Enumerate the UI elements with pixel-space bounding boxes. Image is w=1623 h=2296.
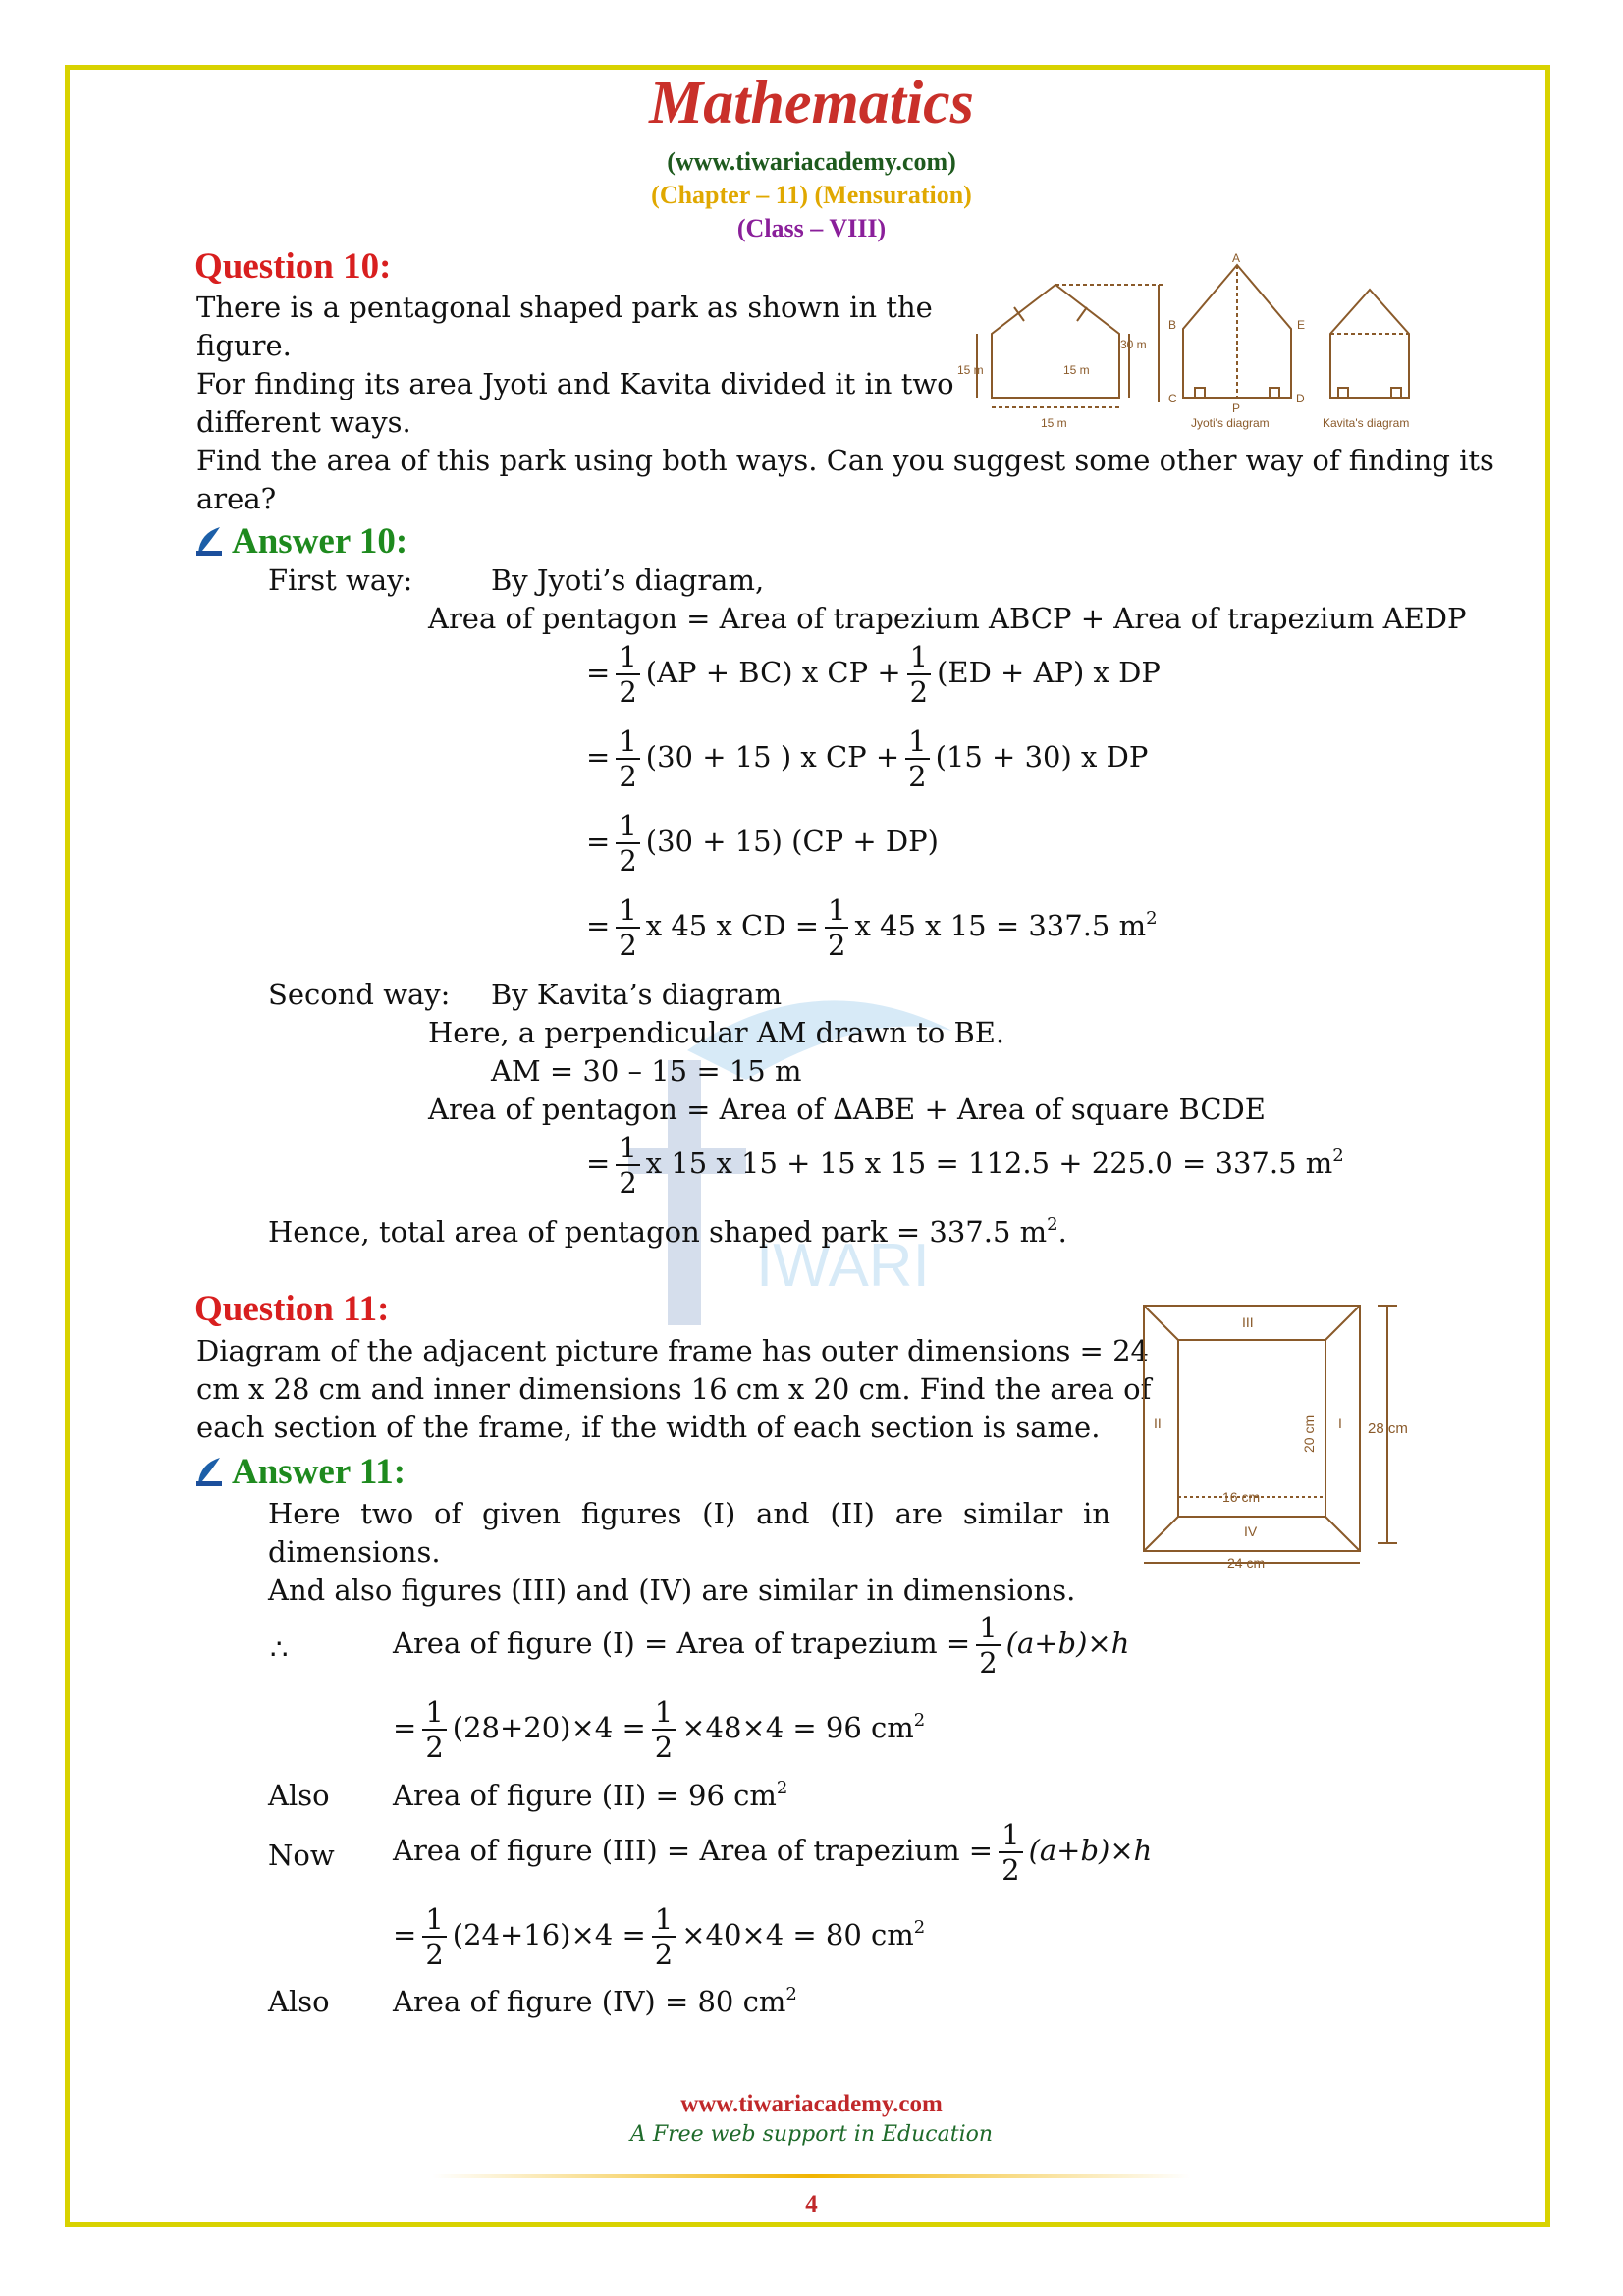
figure-2-area: Area of figure (II) = 96 $cm^2$ bbox=[393, 1778, 788, 1812]
fig-label-30m: 30 m bbox=[1120, 338, 1147, 351]
a11-line-2: dimensions. bbox=[268, 1535, 441, 1569]
fig-label-A: A bbox=[1232, 251, 1241, 265]
q11-line-1: Diagram of the adjacent picture frame has outer dimensions = 24 bbox=[196, 1334, 1149, 1367]
second-way-label: Second way: bbox=[268, 978, 451, 1011]
header-class: (Class – VIII) bbox=[736, 214, 887, 242]
fig-label-15m-bottom: 15 m bbox=[1041, 416, 1067, 430]
frame-label-24cm: 24 cm bbox=[1227, 1555, 1266, 1571]
figure-1-area: Area of figure (I) = Area of trapezium = $\frac{1}{2}$ (a+b)×h bbox=[393, 1611, 1130, 1680]
figure-3-area: Area of figure (III) = Area of trapezium = $\frac{1}{2}$ (a+b)×h bbox=[393, 1818, 1153, 1887]
step-5: = $\frac{1}{2}$ x 15 x 15 + 15 x 15 = 112.5 + 225.0 = 337.5 $m^2$ bbox=[586, 1131, 1344, 1200]
frame-label-III: III bbox=[1242, 1314, 1254, 1330]
q10-line-3: For finding its area Jyoti and Kavita divided it in two bbox=[196, 367, 954, 400]
frame-label-II: II bbox=[1154, 1415, 1162, 1431]
first-way-label: First way: bbox=[268, 563, 413, 597]
frame-label-28cm: 28 cm bbox=[1368, 1420, 1408, 1437]
frame-label-IV: IV bbox=[1244, 1523, 1258, 1539]
fig-label-15m-left: 15 m bbox=[957, 363, 984, 377]
step-2: = $\frac{1}{2}$ (30 + 15 ) x CP + $\frac{1}{2}$ (15 + 30) x DP bbox=[586, 724, 1149, 793]
fig-label-E: E bbox=[1297, 318, 1306, 332]
page-title: Mathematics bbox=[649, 70, 974, 136]
header-chapter: (Chapter – 11) (Mensuration) bbox=[651, 181, 972, 209]
question-11-label: Question 11: bbox=[194, 1289, 390, 1329]
quill-icon bbox=[194, 525, 224, 557]
q10-line-4: different ways. bbox=[196, 405, 411, 439]
now-label: Now bbox=[268, 1839, 335, 1872]
q10-line-2: figure. bbox=[196, 329, 292, 362]
frame-label-I: I bbox=[1338, 1415, 1342, 1431]
area-equation-1: Area of pentagon = Area of trapezium ABCP + Area of trapezium AEDP bbox=[428, 602, 1467, 635]
fig-caption-kavita: Kavita's diagram bbox=[1323, 416, 1410, 430]
by-kavita: By Kavita’s diagram bbox=[491, 978, 783, 1011]
watermark-text: IWARI bbox=[756, 1232, 930, 1300]
q10-line-6: area? bbox=[196, 482, 277, 515]
am-line: AM = 30 – 15 = 15 m bbox=[491, 1054, 802, 1088]
picture-frame-figure bbox=[1134, 1296, 1429, 1580]
step-3: = $\frac{1}{2}$ (30 + 15) (CP + DP) bbox=[586, 809, 939, 878]
answer-10-label bbox=[194, 520, 407, 562]
question-10-label: Question 10: bbox=[194, 246, 392, 287]
hence-line: Hence, total area of pentagon shaped park = 337.5 $m^2$. bbox=[268, 1214, 1067, 1249]
a11-line-1: Here two of given figures (I) and (II) are similar in bbox=[268, 1497, 1110, 1530]
by-jyoti: By Jyoti’s diagram, bbox=[491, 563, 765, 597]
q11-line-2: cm x 28 cm and inner dimensions 16 cm x 20 cm. Find the area of bbox=[196, 1372, 1152, 1406]
footer-divider bbox=[432, 2174, 1191, 2178]
step-4: = $\frac{1}{2}$ x 45 x CD = $\frac{1}{2}$ x 45 x 15 = 337.5 $m^2$ bbox=[586, 893, 1158, 962]
figure-1-calc: = $\frac{1}{2}$ (28+20)×4 = $\frac{1}{2}$ ×48×4 = 96 $cm^2$ bbox=[393, 1695, 926, 1764]
therefore-symbol: ∴ bbox=[270, 1632, 289, 1666]
quill-icon bbox=[194, 1456, 224, 1487]
pentagon-park-figure bbox=[947, 250, 1438, 437]
figure-3-calc: = $\frac{1}{2}$ (24+16)×4 = $\frac{1}{2}$ ×40×4 = 80 $cm^2$ bbox=[393, 1902, 926, 1971]
frame-label-16cm: 16 cm bbox=[1222, 1489, 1261, 1505]
fig-caption-jyoti: Jyoti's diagram bbox=[1191, 416, 1270, 430]
also-1: Also bbox=[268, 1779, 330, 1812]
page-number: 4 bbox=[805, 2191, 818, 2217]
fig-label-C: C bbox=[1168, 392, 1177, 405]
frame-label-20cm: 20 cm bbox=[1301, 1415, 1317, 1453]
area-equation-2: Area of pentagon = Area of ∆ABE + Area of square BCDE bbox=[428, 1093, 1266, 1126]
figure-4-area: Area of figure (IV) = 80 $cm^2$ bbox=[393, 1984, 797, 2018]
also-2: Also bbox=[268, 1985, 330, 2018]
answer-11-text: Answer 11: bbox=[232, 1452, 406, 1492]
q11-line-3: each section of the frame, if the width of each section is same. bbox=[196, 1411, 1101, 1444]
fig-label-D: D bbox=[1296, 392, 1305, 405]
footer-tagline: A Free web support in Education bbox=[629, 2122, 994, 2147]
fig-label-B: B bbox=[1168, 318, 1177, 332]
step-1: = $\frac{1}{2}$ (AP + BC) x CP + $\frac{1}{2}$ (ED + AP) x DP bbox=[586, 640, 1161, 709]
fig-label-P: P bbox=[1232, 401, 1241, 415]
header-website: (www.tiwariacademy.com) bbox=[667, 147, 956, 176]
fig-label-15m-right: 15 m bbox=[1063, 363, 1090, 377]
q10-line-1: There is a pentagonal shaped park as shown in the bbox=[196, 291, 933, 324]
a11-line-3: And also figures (III) and (IV) are similar in dimensions. bbox=[268, 1574, 1076, 1607]
answer-10-text: Answer 10: bbox=[232, 521, 408, 561]
perpendicular-line: Here, a perpendicular AM drawn to BE. bbox=[428, 1016, 1005, 1049]
q10-line-5: Find the area of this park using both ways. Can you suggest some other way of finding its bbox=[196, 444, 1494, 477]
footer-url[interactable]: www.tiwariacademy.com bbox=[680, 2091, 943, 2117]
answer-11-label bbox=[194, 1451, 406, 1493]
